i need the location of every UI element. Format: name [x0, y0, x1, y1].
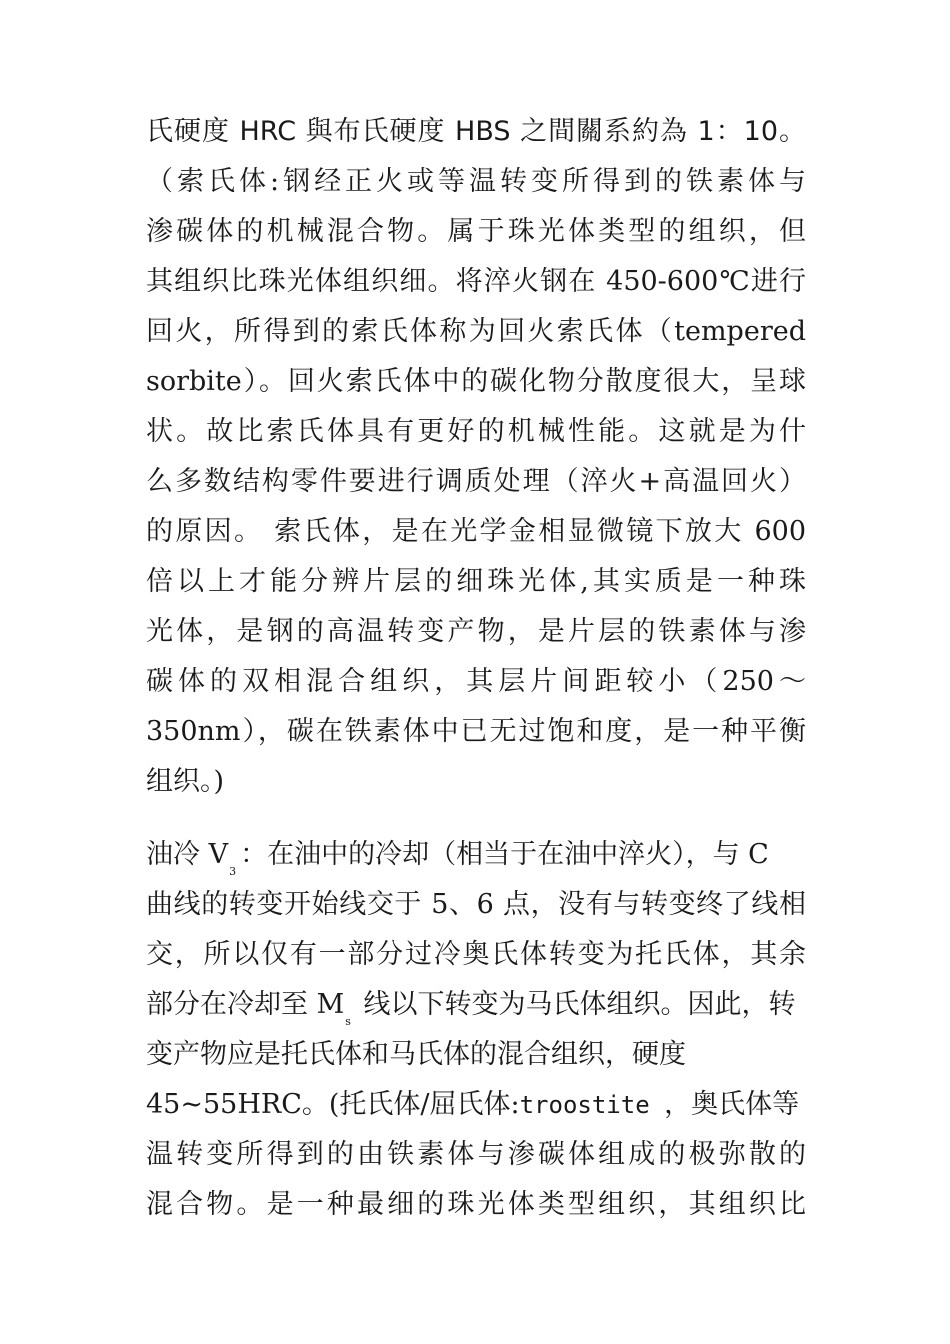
text-line: （索氏体:钢经正火或等温转变所得到的铁素体与	[146, 166, 806, 197]
text-line: 组织。)	[146, 766, 225, 797]
text-line: 光体，是钢的高温转变产物，是片层的铁素体与渗	[146, 616, 806, 647]
text-line: 氏硬度 HRC 與布氏硬度 HBS 之間關系約為 1：10。	[146, 116, 806, 147]
text-line-with-subscript	[146, 988, 806, 1028]
text-line: 变产物应是托氏体和马氏体的混合组织，硬度	[146, 1039, 686, 1070]
text-line: 混合物。是一种最细的珠光体类型组织，其组织比	[146, 1189, 806, 1220]
text-segment: 线以下转变为马氏体组织。因此，转	[354, 989, 796, 1020]
text-line: 回火，所得到的索氏体称为回火索氏体（tempered	[146, 316, 806, 347]
text-line: 交，所以仅有一部分过冷奥氏体转变为托氏体，其余	[146, 939, 806, 970]
text-segment: 油冷 V	[146, 839, 229, 870]
text-line: 碳体的双相混合组织，其层片间距较小（250～	[146, 666, 806, 697]
text-line: 倍以上才能分辨片层的细珠光体,其实质是一种珠	[146, 566, 806, 597]
text-segment: 部分在冷却至 M	[146, 989, 345, 1020]
text-segment: ，奥氏体等	[664, 1089, 800, 1120]
text-line-with-subscript	[146, 838, 806, 878]
text-segment: 45~55HRC。(托氏体/屈氏体:	[146, 1089, 520, 1120]
latin-term: troostite	[519, 1091, 665, 1119]
subscript: 3	[229, 865, 237, 878]
subscript: s	[345, 1015, 351, 1028]
text-line: 曲线的转变开始线交于 5、6 点，没有与转变终了线相	[146, 889, 806, 920]
text-line: sorbite）。回火索氏体中的碳化物分散度很大，呈球	[146, 366, 806, 397]
text-line: 状。故比索氏体具有更好的机械性能。这就是为什	[146, 416, 806, 447]
text-line: 么多数结构零件要进行调质处理（淬火+高温回火）	[146, 466, 806, 497]
text-line: 温转变所得到的由铁素体与渗碳体组成的极弥散的	[146, 1139, 806, 1170]
text-line: 350nm），碳在铁素体中已无过饱和度，是一种平衡	[146, 716, 806, 747]
text-line: 的原因。 索氏体，是在光学金相显微镜下放大 600	[146, 516, 806, 547]
text-line: 其组织比珠光体组织细。将淬火钢在 450-600℃进行	[146, 266, 806, 297]
text-segment: ：在油中的冷却（相当于在油中淬火），与 C	[240, 839, 769, 870]
text-line: 渗碳体的机械混合物。属于珠光体类型的组织，但	[146, 216, 806, 247]
text-line-mixed	[146, 1088, 806, 1122]
